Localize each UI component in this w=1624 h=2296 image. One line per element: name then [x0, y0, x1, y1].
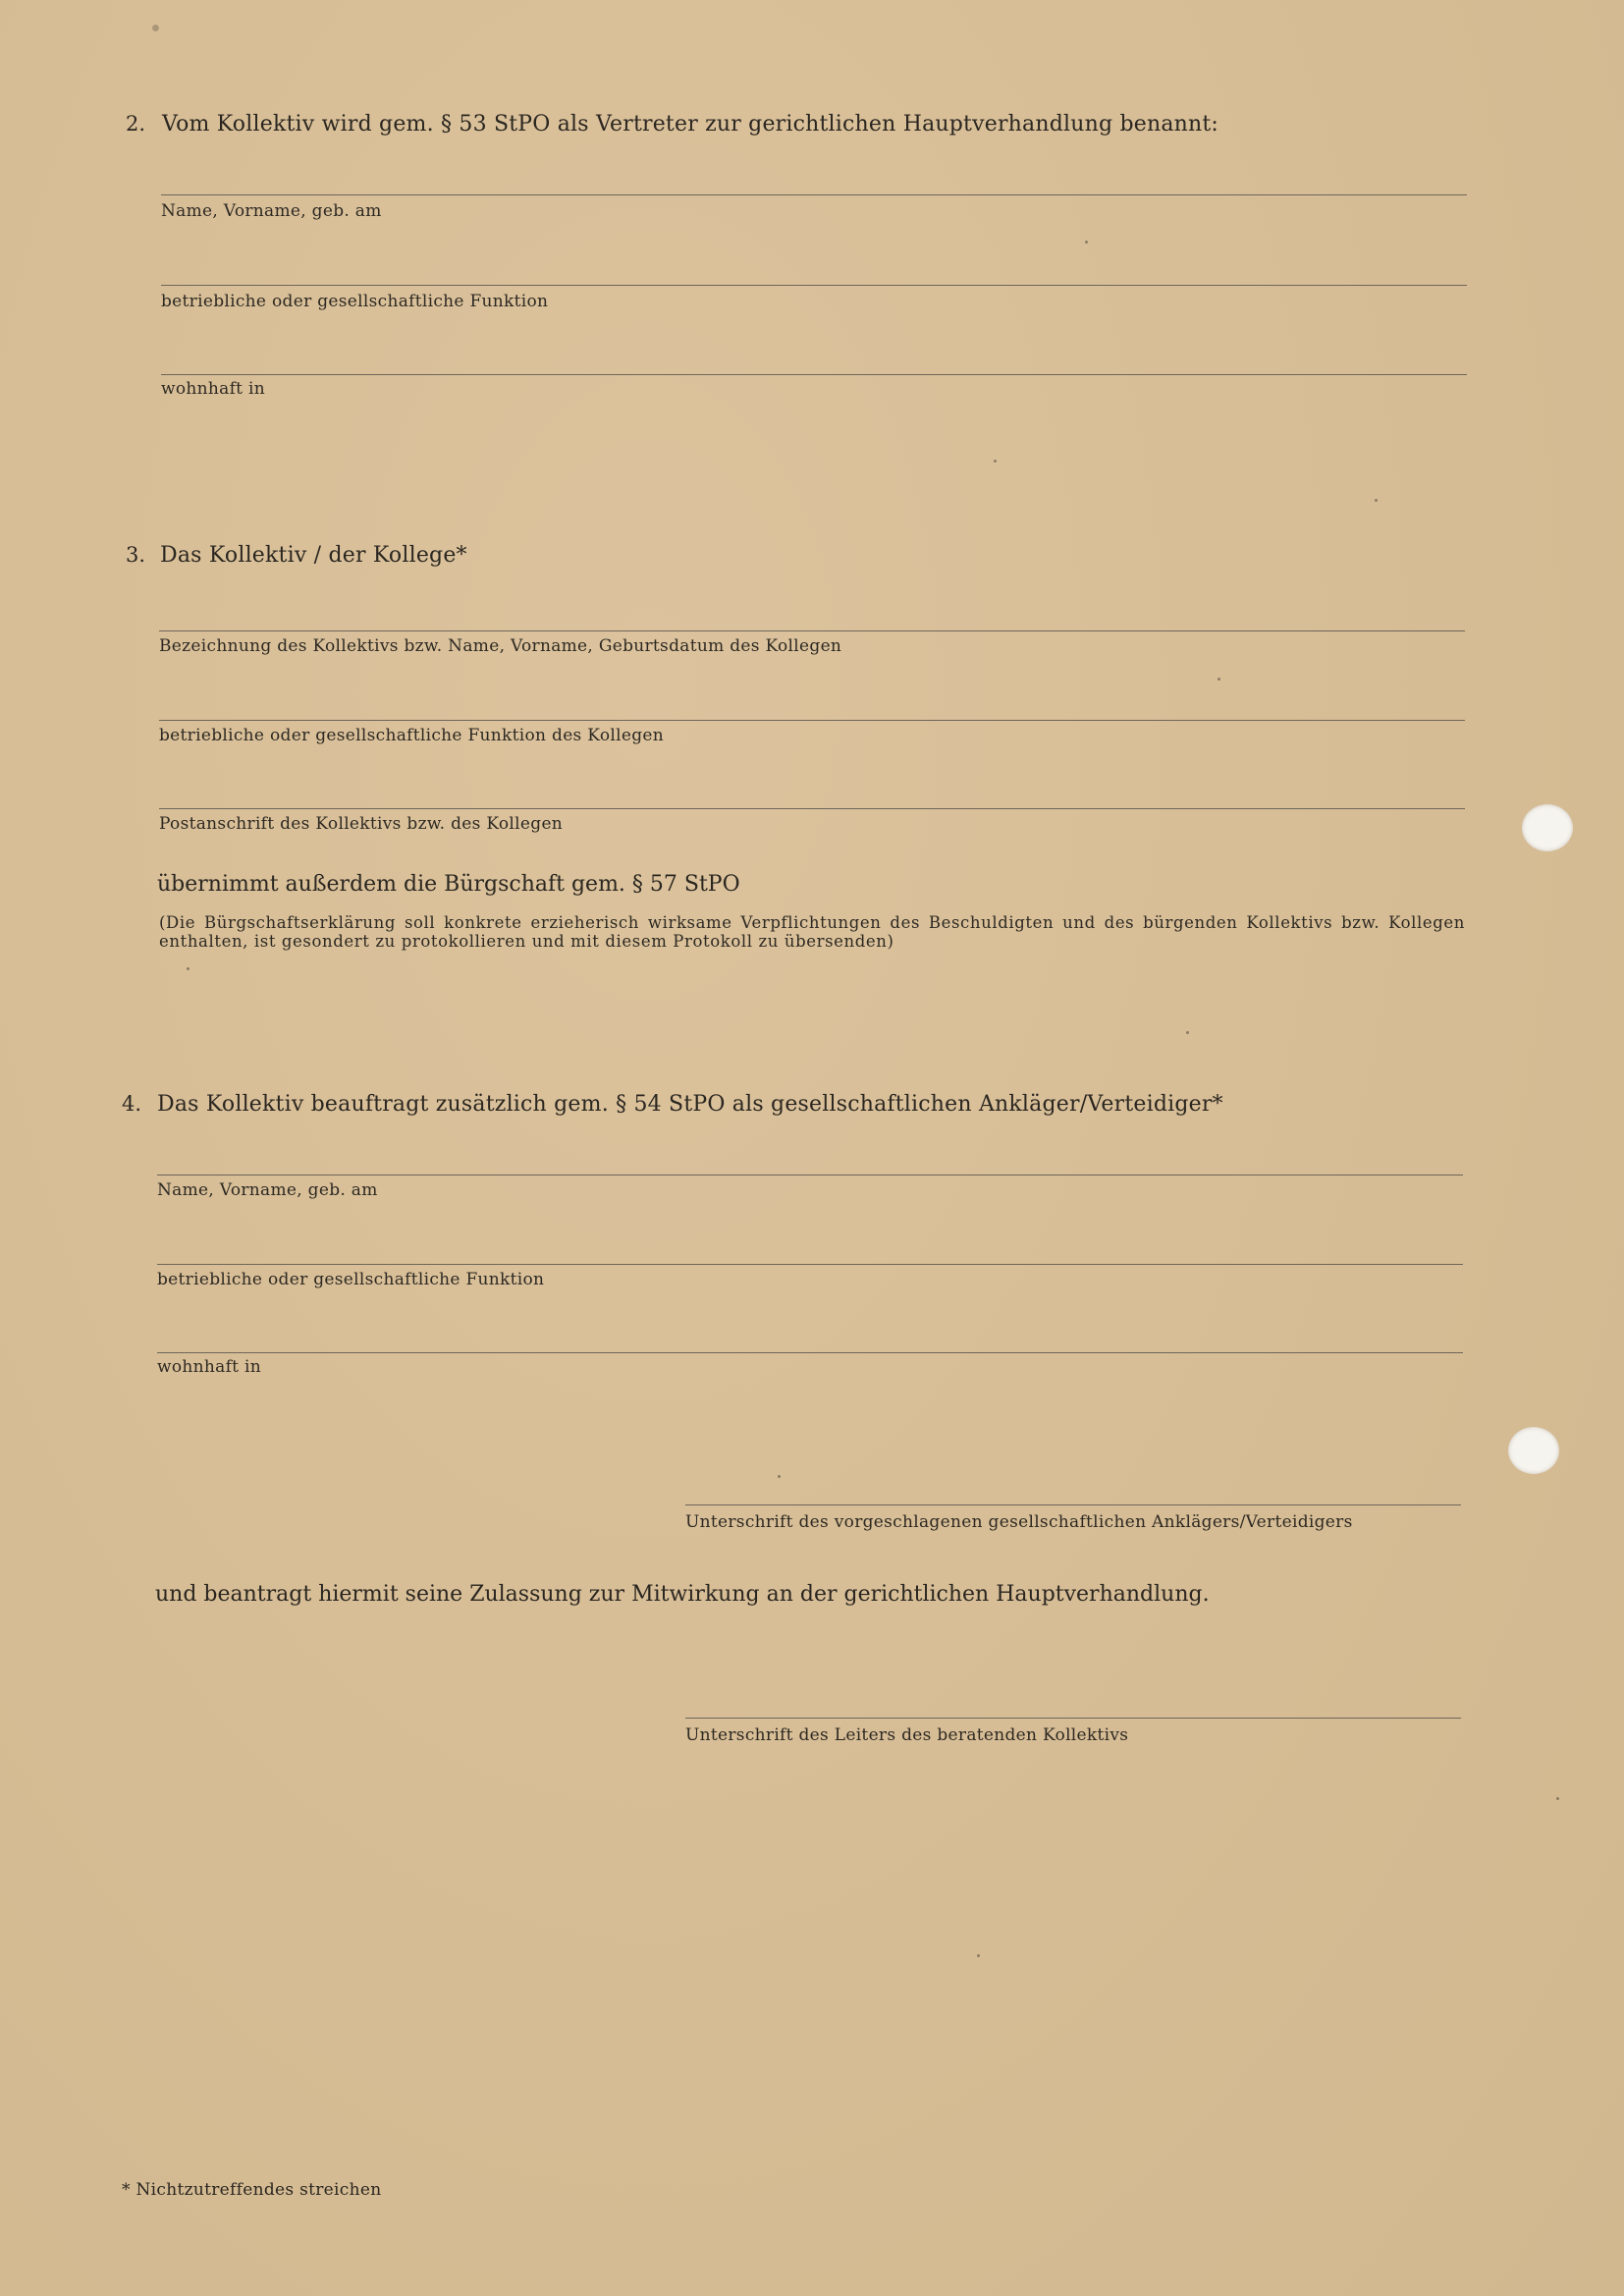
paper-speck	[1556, 1797, 1559, 1800]
section-3-designation-field[interactable]	[159, 630, 1465, 631]
section-2-function-field[interactable]	[161, 285, 1467, 286]
leiter-signature-caption: Unterschrift des Leiters des beratenden Kollektivs	[685, 1725, 1129, 1745]
paper-speck	[778, 1475, 781, 1478]
application-text: und beantragt hiermit seine Zulassung zur Mitwirkung an der gerichtlichen Hauptverhandlung.	[155, 1582, 1210, 1607]
section-4-name-caption: Name, Vorname, geb. am	[157, 1180, 378, 1200]
section-3-number: 3.	[126, 543, 146, 567]
ankläger-signature-caption: Unterschrift des vorgeschlagenen gesellschaftlichen Anklägers/Verteidigers	[685, 1512, 1353, 1532]
section-2-name-caption: Name, Vorname, geb. am	[161, 201, 382, 221]
section-2-residence-field[interactable]	[161, 374, 1467, 375]
section-3-function-caption: betriebliche oder gesellschaftliche Funktion des Kollegen	[159, 726, 664, 745]
section-4-function-caption: betriebliche oder gesellschaftliche Funktion	[157, 1270, 545, 1289]
section-4-heading: Das Kollektiv beauftragt zusätzlich gem. § 54 StPO als gesellschaftlichen Ankläger/Verteidiger*	[157, 1092, 1223, 1117]
footnote: * Nichtzutreffendes streichen	[122, 2180, 382, 2200]
punch-hole-lower	[1508, 1427, 1559, 1474]
punch-hole-upper	[1522, 804, 1573, 851]
paper-speck	[1218, 678, 1220, 681]
paper-speck	[977, 1954, 980, 1957]
paper-speck	[187, 967, 189, 970]
section-4-residence-field[interactable]	[157, 1352, 1463, 1353]
paper-speck	[1085, 241, 1088, 244]
section-3-note: (Die Bürgschaftserklärung soll konkrete erzieherisch wirksame Verpflichtungen des Beschuldigten und des bürgenden Kollektivs bzw. Kollegen enthalten, ist gesondert zu protokollieren und mit diesem Protokoll zu übersenden)	[159, 913, 1465, 951]
section-4-residence-caption: wohnhaft in	[157, 1357, 261, 1377]
paper-speck	[1186, 1031, 1189, 1034]
section-3-address-caption: Postanschrift des Kollektivs bzw. des Kollegen	[159, 814, 564, 834]
section-3-heading: Das Kollektiv / der Kollege*	[160, 543, 467, 568]
paper-speck	[152, 25, 159, 31]
section-3-buergschaft: übernimmt außerdem die Bürgschaft gem. § 57 StPO	[157, 872, 740, 897]
section-3-function-field[interactable]	[159, 720, 1465, 721]
section-4-function-field[interactable]	[157, 1264, 1463, 1265]
paper-speck	[1375, 499, 1378, 502]
section-3-address-field[interactable]	[159, 808, 1465, 809]
section-2-name-field[interactable]	[161, 194, 1467, 195]
section-2-residence-caption: wohnhaft in	[161, 379, 265, 399]
ankläger-signature-field[interactable]	[685, 1504, 1461, 1505]
section-4-number: 4.	[122, 1092, 142, 1116]
section-2-heading: Vom Kollektiv wird gem. § 53 StPO als Vertreter zur gerichtlichen Hauptverhandlung benannt:	[162, 112, 1219, 137]
section-2-function-caption: betriebliche oder gesellschaftliche Funktion	[161, 292, 549, 311]
paper-speck	[994, 460, 997, 463]
section-3-designation-caption: Bezeichnung des Kollektivs bzw. Name, Vorname, Geburtsdatum des Kollegen	[159, 636, 842, 656]
section-2-number: 2.	[126, 112, 146, 136]
leiter-signature-field[interactable]	[685, 1718, 1461, 1719]
